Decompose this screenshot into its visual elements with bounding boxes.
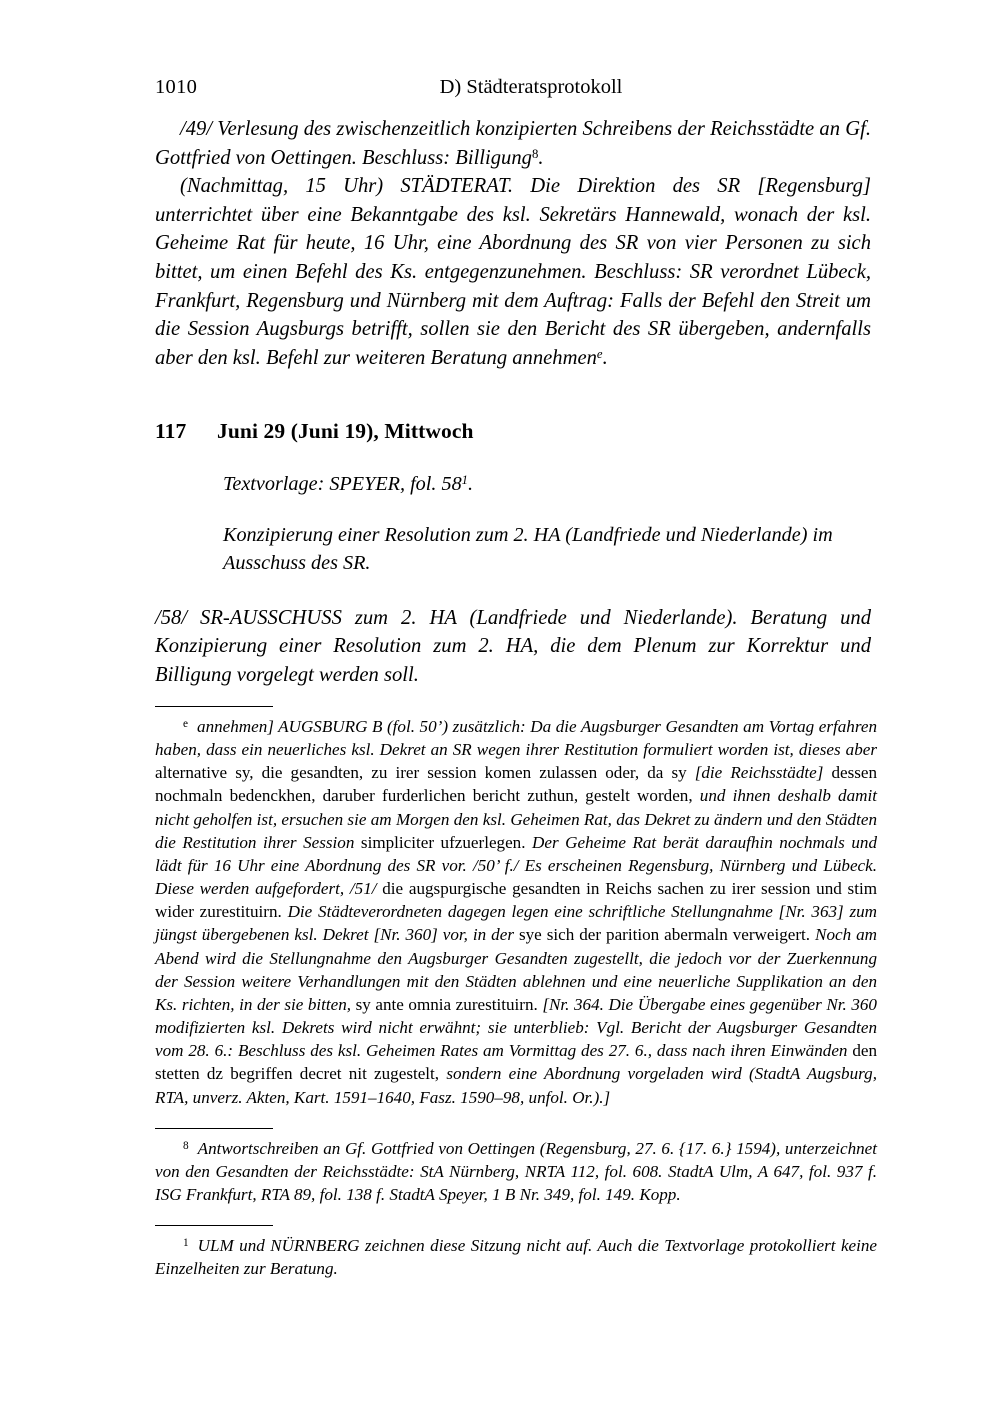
footnote-run-italic: [Nr. 364. Die Übergabe eines gegenüber Nr. 360 modifizierten ksl. Dekrets wird nicht erwähnt; sie unterblieb: Vgl. Bericht der Augsburger Gesandten vom 28. 6.: Beschluss des ksl. Geheimen Rates am Vormittag des 27. 6., dass nach ihren Einwänden [155,994,877,1061]
footnote-1-text [155,1236,877,1278]
footnote-separator-rule [155,1225,273,1226]
body-paragraph-1-text: /49/ Verlesung des zwischenzeitlich konzipierten Schreibens der Reichsstädte an Gf. Gottfried von Oettingen. Beschluss: Billigung [155,118,871,169]
footnote-ref-e[interactable]: e [596,346,603,361]
footnote-run-roman: sye sich der parition abermaln verweigert. [518,925,816,945]
running-title: D) Städteratsprotokoll [439,76,623,98]
section-number: 117 [155,419,187,444]
footnote-e-marker: e [183,717,189,730]
page-content [155,0,871,689]
section-body-paragraph: /58/ SR-AUSSCHUSS zum 2. HA (Landfriede und Niederlande). Beratung und Konzipierung einer Resolution zum 2. HA, die dem Plenum zur Korrektur und Billigung vorgelegt werden soll. [155,606,871,686]
footnote-run-italic: Antwortschreiben an Gf. Gottfried von Oettingen (Regensburg, 27. 6. {17. 6.} 1594), unterzeichnet von den Gesandten der Reichsstädte: StA Nürnberg, NRTA 112, fol. 608. StadtA Ulm, A 647, fol. 937 f. ISG Frankfurt, RTA 89, fol. 138 f. StadtA Speyer, 1 B Nr. 349, fol. 149. Kopp. [155,1138,877,1204]
footnote-run-roman: die augspurgische gesandten in Reichs sachen zu irer session und stim wider zurestituirn. [155,879,877,922]
footnote-run-italic: annehmen] AUGSBURG B (fol. 50’) zusätzlich: Da die Augsburger Gesandten am Vortag erfahren haben, dass ein neuerliches ksl. Dekret an SR wegen ihrer Restitution formuliert worden ist, dieses aber [155,717,877,760]
footnote-run-italic: Die Städteverordneten dagegen legen eine schriftliche Stellungnahme [Nr. 363] zum jüngst übergebenen ksl. Dekret [Nr. 360] vor, in der [155,902,877,945]
section-heading [155,416,871,446]
footnote-run-roman: alternative sy, die gesandten, zu irer session komen zulassen oder, da sy [155,763,695,783]
footnote-apparatus [155,706,877,1280]
page-number: 1010 [155,76,198,98]
footnote-run-italic: Der Geheime Rat berät daraufhin nochmals und lädt für 16 Uhr eine Abordnung des SR vor. /50’ f./ Es erscheinen Regensburg, Nürnberg und Lübeck. Diese werden aufgefordert, /51/ [155,832,877,899]
section-source-label: Textvorlage: SPEYER, fol. 58 [223,473,462,496]
footnote-1-marker: 1 [183,1237,189,1250]
footnote-e [155,715,877,1109]
section-heading-text: Juni 29 (Juni 19), Mittwoch [217,419,474,444]
footnote-ref-1[interactable]: 1 [461,473,468,488]
section-abstract: Konzipierung einer Resolution zum 2. HA (Landfriede und Niederlande) im Ausschuss des SR. [223,523,833,575]
footnote-run-italic: und ihnen deshalb damit nicht geholfen ist, ersuchen sie am Morgen den ksl. Geheimen Rat, das Dekret zu ändern und den Städten die Restitution ihrer Session [155,786,877,852]
footnote-block-e [155,706,877,1109]
body-paragraph-2 [155,172,871,372]
footnote-run-italic: [die Reichsstädte] [694,763,832,783]
section-body [155,604,871,690]
running-head [155,70,871,104]
footnote-e-text [155,717,877,1107]
section-source-tail: . [467,473,473,496]
body-paragraph-2-text: (Nachmittag, 15 Uhr) STÄDTERAT. Die Direktion des SR [Regensburg] unterrichtet über eine Bekanntgabe des ksl. Sekretärs Hannewald, wonach der ksl. Geheime Rat für heute, 16 Uhr, eine Abordnung des SR von vier Personen zu sich bittet, um einen Befehl des Ks. entgegenzunehmen. Beschluss: SR verordnet Lübeck, Frankfurt, Regensburg und Nürnberg mit dem Auftrag: Falls der Befehl den Streit um die Session Augsburgs betrifft, sollen sie den Bericht des SR übergeben, andernfalls aber den ksl. Befehl zur weiteren Beratung annehmen [155,175,871,369]
footnote-1 [155,1234,877,1280]
footnote-run-roman: dessen nochmaln bedenckhen, daruber furderlichen bericht zuthun, gestelt worden, [155,763,878,806]
footnote-run-italic: ULM und NÜRNBERG zeichnen diese Sitzung nicht auf. Auch die Textvorlage protokolliert keine Einzelheiten zur Beratung. [155,1236,877,1279]
footnote-block-1 [155,1225,877,1280]
body-paragraph-1 [155,115,871,172]
section-source-line [223,470,871,498]
footnote-block-8 [155,1128,877,1206]
section-regest [223,470,871,577]
body-paragraph-1-tail: . [538,146,544,169]
footnote-run-italic: Noch am Abend wird die Stellungnahme den Augsburger Gesandten zugestellt, die jedoch vor der Zuerkennung der Session weitere Verhandlungen mit den Städten ablehnen und eine neuerliche Supplikation an den Ks. richten, in der sie bitten, [155,925,877,1014]
footnote-ref-8[interactable]: 8 [531,146,539,161]
footnote-8-marker: 8 [183,1139,189,1152]
footnote-separator-rule [155,706,273,707]
footnote-run-roman: den stetten dz begriffen decret nit zugestelt, [155,1041,877,1084]
footnote-run-roman: simpliciter ufzuerlegen. [360,832,533,852]
footnote-8 [155,1137,877,1206]
body-paragraph-2-tail: . [602,346,608,369]
footnote-separator-rule [155,1128,273,1129]
footnote-8-text [155,1139,877,1204]
footnote-run-roman: sy ante omnia zurestituirn. [355,994,543,1014]
footnote-run-italic: sondern eine Abordnung vorgeladen wird (StadtA Augsburg, RTA, unverz. Akten, Kart. 1591–1640, Fasz. 1590–98, unfol. Or.).] [155,1064,877,1107]
